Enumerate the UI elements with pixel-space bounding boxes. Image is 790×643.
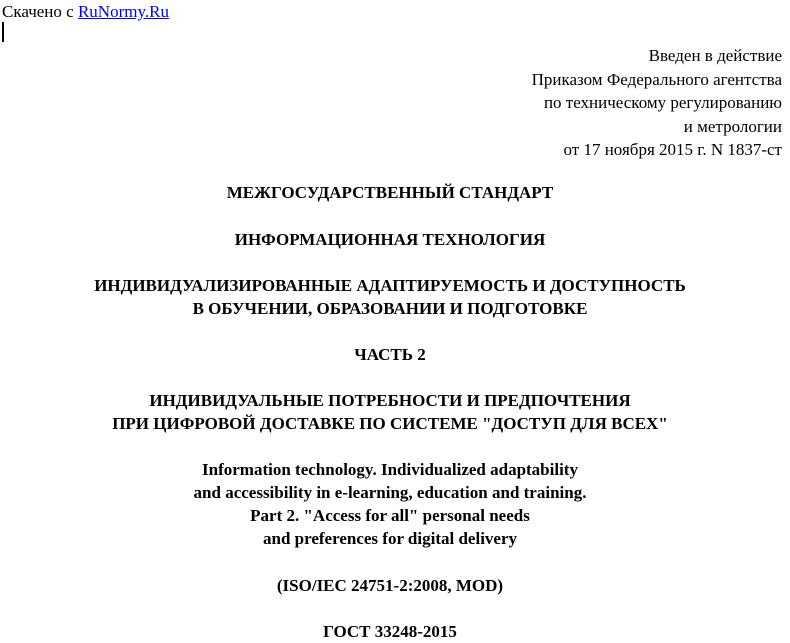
approval-line: по техническому регулированию	[543, 93, 782, 112]
title-heading	[0, 274, 780, 320]
iso-reference: (ISO/IEC 24751-2:2008, MOD)	[276, 576, 504, 595]
subtitle-line: ПРИ ЦИФРОВОЙ ДОСТАВКЕ ПО СИСТЕМЕ "ДОСТУП ДЛЯ ВСЕХ"	[112, 414, 668, 433]
source-line	[2, 2, 169, 22]
english-title-line: and accessibility in e-learning, education and training.	[193, 483, 587, 502]
english-title-line: and preferences for digital delivery	[262, 529, 518, 548]
english-title	[0, 458, 780, 550]
part-heading: ЧАСТЬ 2	[354, 345, 426, 364]
subtitle-line: ИНДИВИДУАЛЬНЫЕ ПОТРЕБНОСТИ И ПРЕДПОЧТЕНИЯ	[149, 391, 631, 410]
english-title-line: Information technology. Individualized adaptability	[202, 460, 578, 479]
approval-line: Приказом Федерального агентства	[531, 69, 782, 89]
source-link[interactable]: RuNormy.Ru	[77, 2, 169, 21]
source-prefix: Скачено с	[2, 2, 78, 21]
text-cursor	[2, 22, 4, 42]
title-line: ИНДИВИДУАЛИЗИРОВАННЫЕ АДАПТИРУЕМОСТЬ И ДОСТУПНОСТЬ	[94, 276, 686, 295]
approval-line: Введен в действие	[648, 46, 782, 65]
title-line: В ОБУЧЕНИИ, ОБРАЗОВАНИИ И ПОДГОТОВКЕ	[192, 299, 588, 318]
approval-block	[382, 44, 782, 162]
gost-number: ГОСТ 33248-2015	[323, 622, 457, 641]
approval-line: от 17 ноября 2015 г. N 1837-ст	[563, 140, 782, 159]
english-title-line: Part 2. "Access for all" personal needs	[250, 506, 530, 525]
approval-line: и метрологии	[683, 116, 782, 136]
subtitle-heading	[0, 389, 780, 435]
standard-type-heading: МЕЖГОСУДАРСТВЕННЫЙ СТАНДАРТ	[226, 183, 554, 202]
topic-heading: ИНФОРМАЦИОННАЯ ТЕХНОЛОГИЯ	[234, 230, 546, 249]
